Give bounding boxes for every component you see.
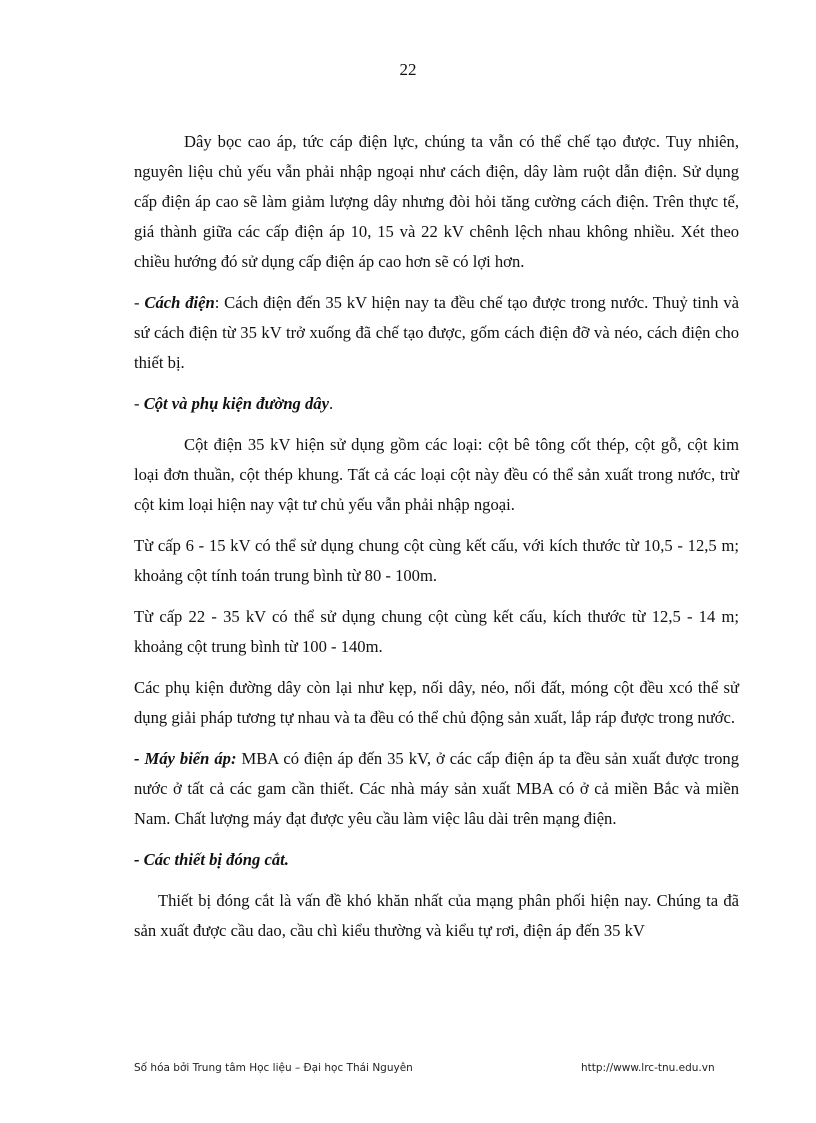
page-number: 22 bbox=[399, 60, 417, 79]
paragraph-switchgear: Thiết bị đóng cắt là vấn đề khó khăn nhất của mạng phân phối hiện nay. Chúng ta đã sản xuất được cầu dao, cầu chì kiểu thường và kiểu tự rơi, điện áp đến 35 kV bbox=[134, 891, 739, 940]
transformer-text: MBA có điện áp đến 35 kV, ở các cấp điện áp ta đều sản xuất được trong nước ở tất cả các gam cần thiết. Các nhà máy sản xuất MBA có ở cả miền Bắc và miền Nam. Chất lượng máy đạt được yêu cầu làm việc lâu dài trên mạng điện. bbox=[134, 749, 739, 828]
footer-url: http://www.lrc-tnu.edu.vn bbox=[581, 1062, 715, 1074]
insulation-text: : Cách điện đến 35 kV hiện nay ta đều chế tạo được trong nước. Thuỷ tinh và sứ cách điện từ 35 kV trở xuống đã chế tạo được, gốm cách điện đỡ và néo, cách điện cho thiết bị. bbox=[134, 293, 739, 372]
insulation-heading: Cách điện bbox=[144, 293, 215, 312]
paragraph-accessories: Các phụ kiện đường dây còn lại như kẹp, nối dây, néo, nối đất, móng cột đều xcó thể sử dụng giải pháp tương tự nhau và ta đều có thể chủ động sản xuất, lắp ráp được trong nước. bbox=[134, 678, 739, 727]
paragraph-22-35kv: Từ cấp 22 - 35 kV có thể sử dụng chung cột cùng kết cấu, kích thước từ 12,5 - 14 m; khoảng cột trung bình từ 100 - 140m. bbox=[134, 607, 739, 656]
heading-switchgear bbox=[134, 845, 739, 875]
bullet-prefix: - bbox=[134, 394, 144, 413]
document-body bbox=[134, 127, 739, 957]
poles-heading: Cột và phụ kiện đường dây bbox=[143, 394, 329, 413]
paragraph-cable: Dây bọc cao áp, tức cáp điện lực, chúng ta vẫn có thể chế tạo được. Tuy nhiên, nguyên liệu chủ yếu vẫn phải nhập ngoại như cách điện, dây làm ruột dẫn điện. Sử dụng cấp điện áp cao sẽ làm giảm lượng dây nhưng đòi hỏi tăng cường cách điện. Trên thực tế, giá thành giữa các cấp điện áp 10, 15 và 22 kV chênh lệch nhau không nhiều. Xét theo chiều hướng đó sử dụng cấp điện áp cao hơn sẽ có lợi hơn. bbox=[134, 132, 739, 271]
heading-poles bbox=[134, 389, 739, 419]
paragraph-insulation bbox=[134, 288, 739, 378]
switchgear-heading: - Các thiết bị đóng cắt. bbox=[134, 850, 289, 869]
footer-source: Số hóa bởi Trung tâm Học liệu – Đại học Thái Nguyên bbox=[134, 1062, 413, 1074]
paragraph-6-15kv: Từ cấp 6 - 15 kV có thể sử dụng chung cột cùng kết cấu, với kích thước từ 10,5 - 12,5 m; khoảng cột tính toán trung bình từ 80 - 100m. bbox=[134, 536, 739, 585]
bullet-prefix: - bbox=[134, 293, 145, 312]
paragraph-transformer bbox=[134, 744, 739, 834]
poles-heading-suffix: . bbox=[328, 394, 334, 413]
transformer-heading: - Máy biến áp: bbox=[134, 749, 237, 768]
paragraph-pole-types: Cột điện 35 kV hiện sử dụng gồm các loại: cột bê tông cốt thép, cột gỗ, cột kim loại đơn thuần, cột thép khung. Tất cả các loại cột này đều có thể sản xuất trong nước, trừ cột kim loại hiện nay vật tư chủ yếu vẫn phải nhập ngoại. bbox=[134, 435, 739, 514]
